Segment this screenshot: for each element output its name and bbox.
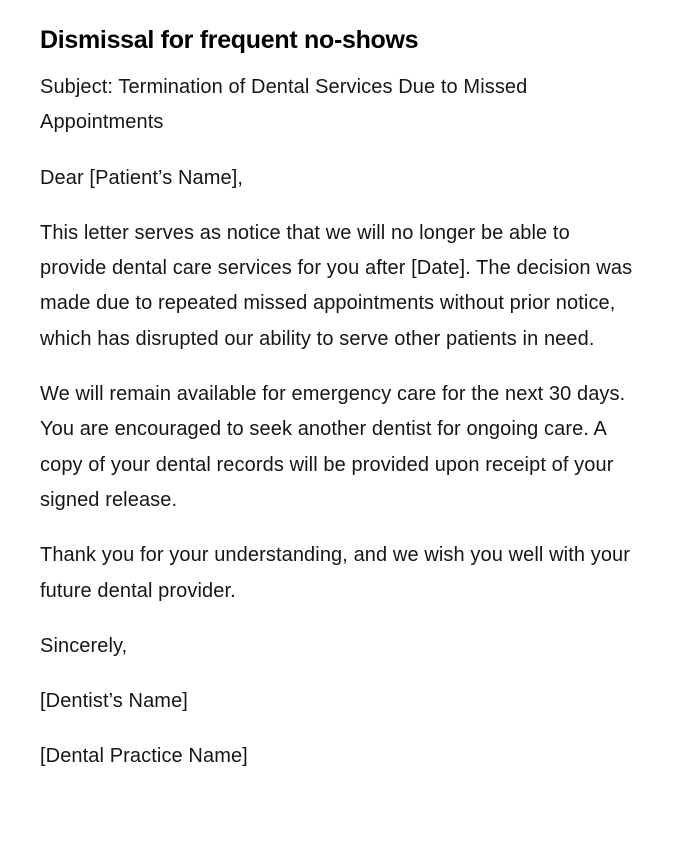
closing: Sincerely, <box>40 634 128 657</box>
signature-practice-name: [Dental Practice Name] <box>40 745 248 768</box>
document-title: Dismissal for frequent no-shows <box>40 26 419 54</box>
salutation: Dear [Patient’s Name], <box>40 166 244 189</box>
body-paragraph-notice: This letter serves as notice that we will no longer be able to provide dental care services for you after [Date]. The decision was made due to repeated missed appointments without prior notice, which has disrupted our ability to serve other patients in need. <box>40 221 633 350</box>
body-paragraph-emergency-care: We will remain available for emergency care for the next 30 days. You are encouraged to seek another dentist for ongoing care. A copy of your dental records will be provided upon receipt of your signed release. <box>40 383 626 511</box>
body-paragraph-thanks: Thank you for your understanding, and we wish you well with your future dental provider. <box>40 544 631 602</box>
signature-dentist-name: [Dentist’s Name] <box>40 690 188 713</box>
subject-line: Subject: Termination of Dental Services Due to Missed Appointments <box>40 76 528 134</box>
